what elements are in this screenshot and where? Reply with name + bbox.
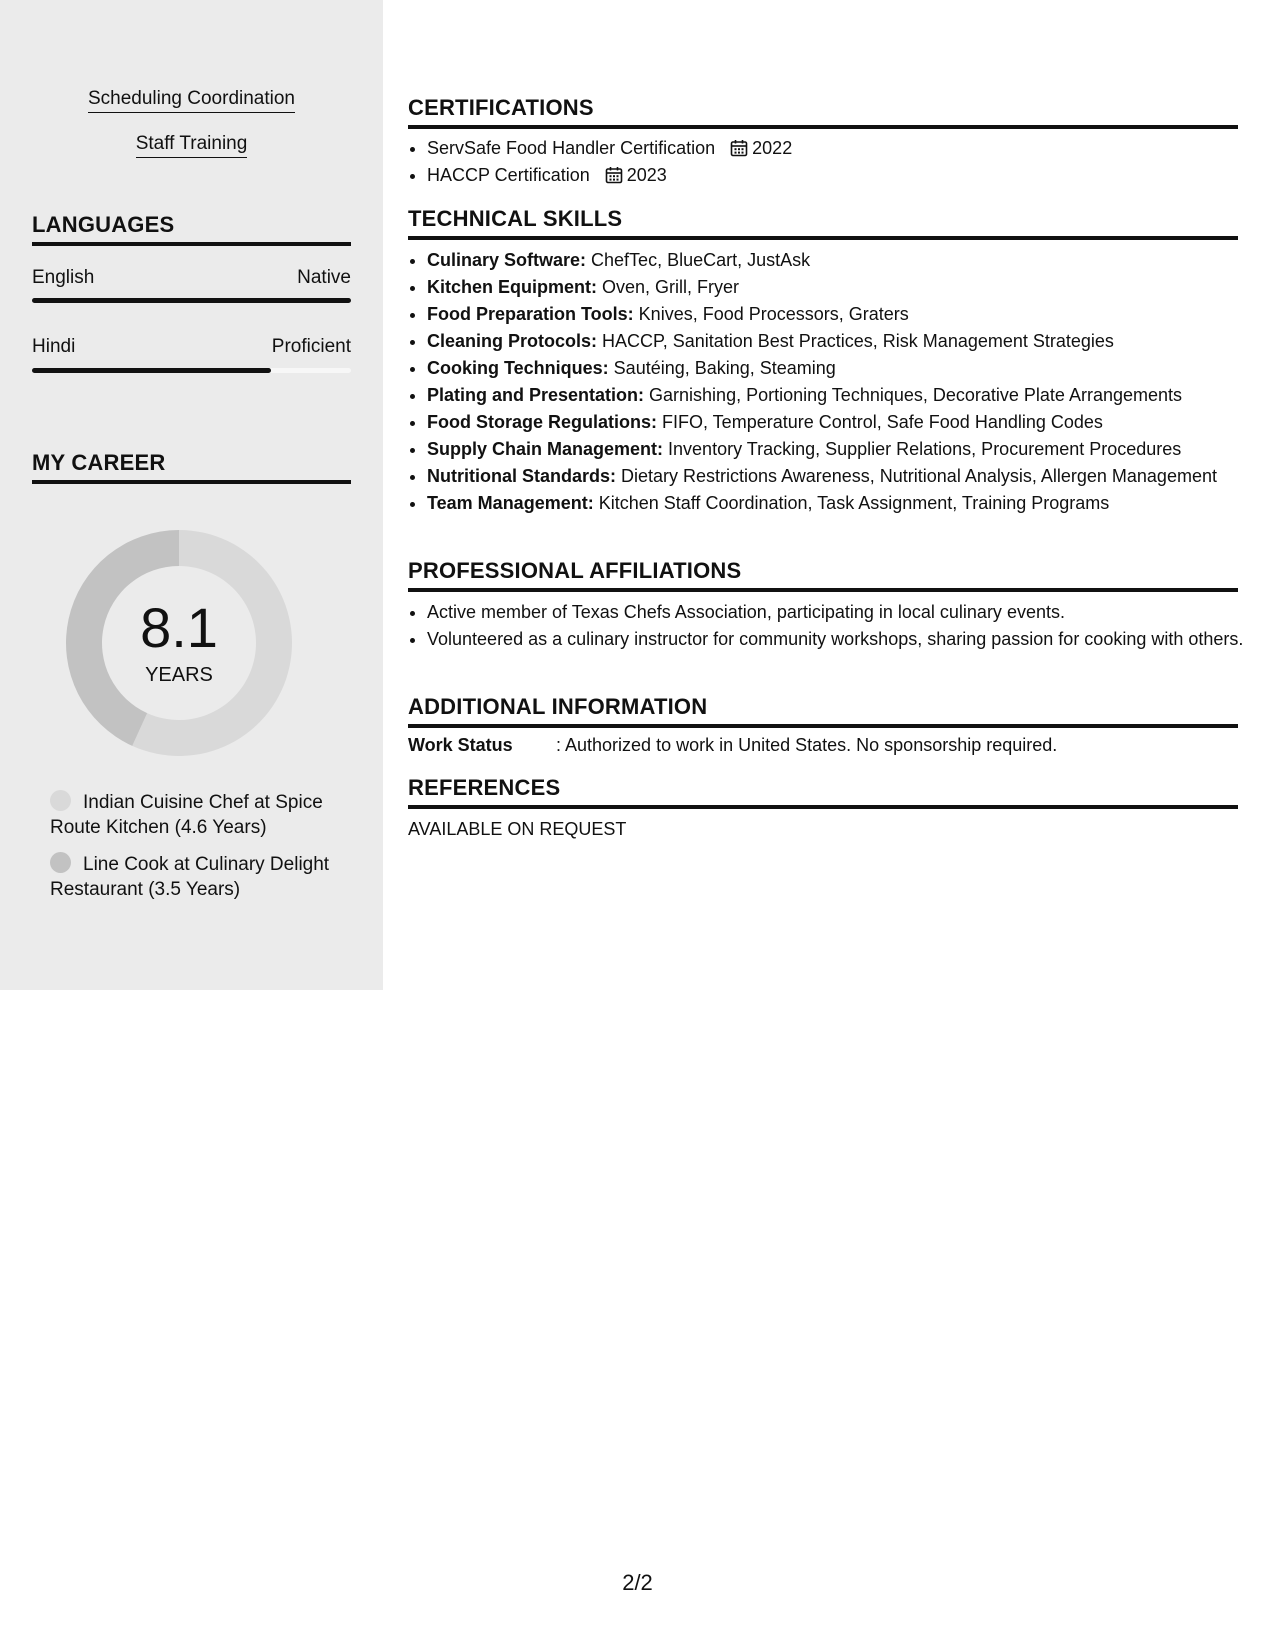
career-legend-dot (50, 852, 71, 873)
skill-tag-label: Scheduling Coordination (88, 88, 295, 113)
references-text: AVAILABLE ON REQUEST (408, 819, 627, 839)
skill-item (427, 329, 1257, 353)
certification-name: HACCP Certification (427, 165, 590, 185)
skill-text: Oven, Grill, Fryer (597, 277, 740, 297)
skill-text: Knives, Food Processors, Graters (633, 304, 909, 324)
page-number: 2/2 (622, 1570, 653, 1595)
references-heading: REFERENCES (408, 775, 1238, 809)
career-legend-dot (50, 790, 71, 811)
career-donut-center (66, 530, 292, 756)
skill-label: Culinary Software: (427, 250, 587, 270)
career-item-text: Indian Cuisine Chef at Spice Route Kitchen (4.6 Years) (50, 792, 323, 838)
sidebar (0, 0, 383, 990)
skill-text: Garnishing, Portioning Techniques, Decorative Plate Arrangements (644, 385, 1183, 405)
languages-heading: LANGUAGES (32, 212, 351, 246)
skill-text: HACCP, Sanitation Best Practices, Risk Management Strategies (597, 331, 1114, 351)
skill-tag (0, 88, 383, 113)
affiliations-list (408, 600, 1257, 654)
skill-label: Supply Chain Management: (427, 439, 664, 459)
work-status-label: Work Status (408, 735, 513, 755)
career-heading: MY CAREER (32, 450, 351, 484)
skill-label: Cleaning Protocols: (427, 331, 598, 351)
language-row (32, 267, 351, 289)
skill-text: FIFO, Temperature Control, Safe Food Handling Codes (657, 412, 1103, 432)
skill-item (427, 356, 1257, 380)
language-name: English (32, 267, 95, 288)
affiliations-heading: PROFESSIONAL AFFILIATIONS (408, 558, 1238, 592)
language-level: Native (297, 267, 351, 288)
career-item-text: Line Cook at Culinary Delight Restaurant (3.5 Years) (50, 854, 330, 900)
skill-tag-label: Staff Training (136, 133, 248, 158)
skill-item (427, 464, 1257, 488)
certifications-list (408, 136, 1257, 190)
skill-label: Nutritional Standards: (427, 466, 617, 486)
skill-item (427, 383, 1257, 407)
language-level: Proficient (271, 336, 351, 357)
skill-item (427, 491, 1257, 515)
affiliation-item: • Active member of Texas Chefs Association, participating in local culinary events. (427, 600, 1257, 624)
skill-label: Team Management: (427, 493, 594, 513)
career-item (50, 790, 340, 840)
language-row (32, 336, 351, 358)
skill-label: Food Storage Regulations: (427, 412, 658, 432)
work-status-row (408, 735, 1238, 756)
additional-info-heading: ADDITIONAL INFORMATION (408, 694, 1238, 728)
certification-name: ServSafe Food Handler Certification (427, 138, 716, 158)
calendar-icon (730, 139, 748, 157)
technical-skills-heading: TECHNICAL SKILLS (408, 206, 1238, 240)
language-bar (32, 368, 351, 373)
career-total-unit: YEARS (145, 664, 213, 686)
career-donut (66, 530, 292, 756)
skill-text: Sautéing, Baking, Steaming (608, 358, 836, 378)
skill-label: Cooking Techniques: (427, 358, 609, 378)
skill-text: Inventory Tracking, Supplier Relations, Procurement Procedures (663, 439, 1182, 459)
work-status-value: : Authorized to work in United States. No sponsorship required. (556, 735, 1058, 755)
skill-tag (0, 133, 383, 158)
career-total-value: 8.1 (140, 596, 218, 659)
skill-item (427, 437, 1257, 461)
skill-item (427, 248, 1257, 272)
skill-label: Kitchen Equipment: (427, 277, 597, 297)
calendar-icon (605, 166, 623, 184)
skill-item (427, 275, 1257, 299)
certification-item (427, 136, 1257, 160)
skill-label: Food Preparation Tools: (427, 304, 634, 324)
skill-text: ChefTec, BlueCart, JustAsk (586, 250, 811, 270)
skill-label: Plating and Presentation: (427, 385, 645, 405)
certifications-heading: CERTIFICATIONS (408, 95, 1238, 129)
language-bar-fill (32, 298, 351, 303)
skill-text: Dietary Restrictions Awareness, Nutritional Analysis, Allergen Management (616, 466, 1217, 486)
language-name: Hindi (32, 336, 76, 357)
certification-item (427, 163, 1257, 187)
technical-skills-list (408, 248, 1257, 518)
skill-item (427, 302, 1257, 326)
certification-year: 2022 (752, 138, 793, 158)
skill-text: Kitchen Staff Coordination, Task Assignment, Training Programs (593, 493, 1110, 513)
language-bar-fill (32, 368, 271, 373)
affiliation-item: • Volunteered as a culinary instructor for community workshops, sharing passion for cooking with others. (427, 627, 1257, 651)
skill-item (427, 410, 1257, 434)
career-item (50, 852, 340, 902)
language-bar (32, 298, 351, 303)
certification-year: 2023 (626, 165, 667, 185)
